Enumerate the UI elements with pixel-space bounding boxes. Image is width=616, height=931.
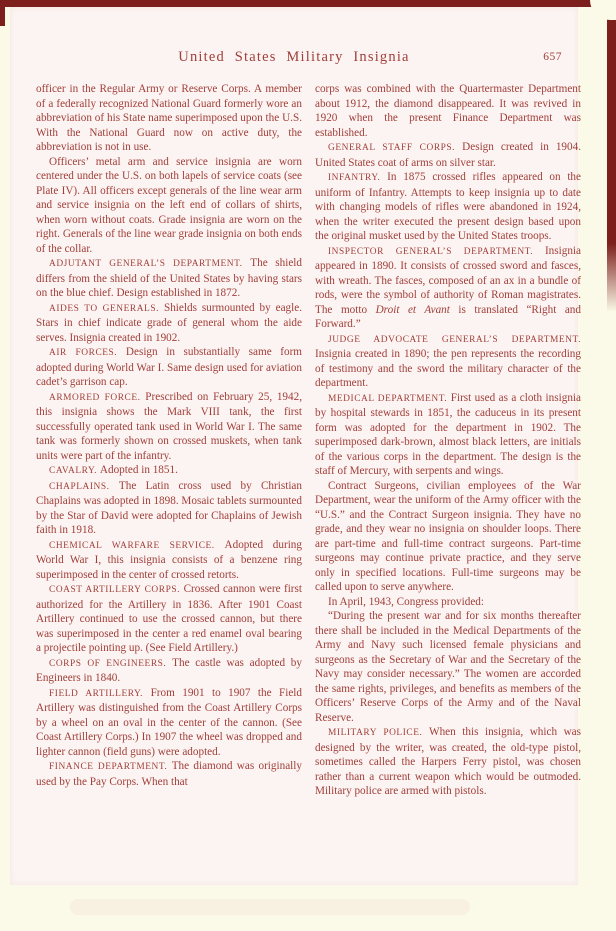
- entry-heading: COAST ARTILLERY CORPS.: [49, 585, 184, 595]
- body-text: The castle was adopted by Engineers in 1840.: [36, 656, 302, 684]
- body-text: When this insignia, which was designed by the writer, was created, the old-type pistol, sometimes called the Harpers Ferry pistol, was chosen rather than a current weapon which would be outmoded. Military police are armed with pistols.: [315, 726, 582, 797]
- paragraph: [36, 656, 302, 686]
- paragraph: [36, 390, 302, 464]
- paragraph: [315, 82, 581, 140]
- paragraph: [36, 155, 302, 257]
- body-text: The shield differs from the shield of the United States by having stars on the blue chief. Design established in 1872.: [36, 257, 302, 299]
- entry-heading: INFANTRY.: [328, 173, 388, 183]
- entry-heading: ARMORED FORCE.: [49, 392, 146, 403]
- book-cover-edge-top: [0, 0, 616, 7]
- paragraph: [315, 725, 581, 799]
- body-text: is translated “Right and Forward.”: [315, 303, 581, 330]
- body-text: Adopted during World War I, this insignia consists of a benzene ring superimposed in the center of crossed retorts.: [36, 538, 302, 581]
- paragraph: [315, 244, 581, 332]
- running-header: [10, 49, 578, 69]
- paragraph: [315, 140, 581, 170]
- body-text: From 1901 to 1907 the Field Artillery was distinguished from the Coast Artillery Corps by a wheel on an oval in the center of the cannon. (See Coast Artillery Corps.) In 1907 the wheel was dropped and lighter cannon (field guns) were adopted.: [36, 686, 302, 758]
- paragraph: [315, 170, 581, 244]
- book-page: [10, 7, 582, 885]
- body-text: “During the present war and for six months thereafter there shall be included in the Medical Departments of the Army and Navy such licensed female physicians and surgeons as the Secretary of War and the Secretary of the Navy may consider necessary.” The women are accorded the same rights, privileges, and benefits as members of the Officers’ Reserve Corps of the Army and of the Naval Reserve.: [315, 610, 581, 724]
- paragraph: [36, 538, 302, 583]
- motto-text: Droit et Avant: [375, 303, 450, 316]
- next-page-edge-shadow: [70, 899, 470, 915]
- book-cover-edge-left: [0, 0, 5, 26]
- paragraph: [315, 595, 581, 610]
- page-title: United States Military Insignia: [178, 49, 410, 65]
- entry-heading: AIDES TO GENERALS.: [49, 303, 164, 314]
- body-text: Crossed cannon were first authorized for the Artillery in 1836. After 1901 Coast Artillery continued to use the crossed cannon, but there was superimposed in the center a red enamel oval bearing a projectile pointing up. (See Field Artillery.): [36, 583, 302, 654]
- paragraph: [36, 301, 302, 346]
- body-text: Adopted in 1851.: [99, 464, 178, 476]
- body-text: First used as a cloth insignia by hospital stewards in 1851, the caduceus in its present form was adopted for the department in 1902. The superimposed dark-brown, almost black letters, are initials of the various corps in the department. The design is the staff of Mercury, with serpents and wings.: [315, 391, 581, 477]
- entry-heading: INSPECTOR GENERAL’S DEPARTMENT.: [328, 246, 545, 257]
- entry-heading: CORPS OF ENGINEERS.: [49, 658, 173, 669]
- entry-heading: JUDGE ADVOCATE GENERAL’S DEPARTMENT.: [328, 334, 581, 345]
- paragraph: [36, 759, 302, 789]
- paragraph: [315, 332, 581, 391]
- body-text: Shields surmounted by eagle. Stars in chief indicate grade of general whom the aide serves. Insignia created in 1902.: [36, 301, 302, 344]
- body-text: In 1875 crossed rifles appeared on the uniform of Infantry. Attempts to keep insignia up to date with changing models of rifles were abandoned in 1924, when the writer executed the present design based upon the original musket used by the United States troops.: [315, 171, 581, 242]
- body-text: Officers’ metal arm and service insignia are worn centered under the U.S. on both lapels of service coats (see Plate IV). All officers except generals of the line wear arm and service insignia on the left end of collars of shirts, when worn without coats. Grade insignia are worn on the right. Generals of the line wear grade insignia on both ends of the collar.: [36, 155, 302, 255]
- body-text: Contract Surgeons, civilian employees of the War Department, wear the uniform of the Army officer with the “U.S.” and the Contract Surgeon insignia. They have no grade, and they wear no insignia on shoulder loops. There are part-time and full-time contract surgeons. Part-time surgeons may continue private practice, and they serve only in specified locations. Full-time surgeons may be called upon to serve anywhere.: [315, 479, 581, 593]
- book-cover-edge-right: [607, 0, 616, 312]
- page-number: 657: [543, 51, 562, 63]
- paragraph: [36, 82, 302, 155]
- body-text: The Latin cross used by Christian Chaplains was adopted in 1898. Mosaic tablets surmounted by the Star of David were adopted for Chaplains of Jewish faith in 1918.: [36, 479, 302, 536]
- body-text: Design in substantially same form adopted during World War I. Same design used for aviation cadet’s garrison cap.: [36, 346, 303, 388]
- entry-heading: CHEMICAL WARFARE SERVICE.: [49, 540, 225, 551]
- page-corner-curl: [590, 0, 616, 20]
- paragraph: [315, 479, 581, 595]
- entry-heading: FIELD ARTILLERY.: [49, 688, 151, 699]
- entry-heading: FINANCE DEPARTMENT.: [49, 762, 172, 772]
- body-text: Prescribed on February 25, 1942, this insignia shows the Mark VIII tank, the first successfully operated tank used in World War I. The same tank was formerly shown on crossed muskets, when tank units were part of the infantry.: [36, 390, 302, 462]
- body-text: The diamond was originally used by the Pay Corps. When that: [36, 760, 302, 788]
- body-text: In April, 1943, Congress provided:: [328, 595, 484, 608]
- body-text: officer in the Regular Army or Reserve Corps. A member of a federally recognized National Guard formerly wore an abbreviation of his State name superimposed upon the U.S. With the National Guard now on active duty, the abbreviation is not in use.: [36, 83, 302, 153]
- paragraph: [36, 479, 302, 538]
- entry-heading: MILITARY POLICE.: [328, 728, 430, 738]
- paragraph: [36, 345, 302, 390]
- entry-heading: CHAPLAINS.: [49, 481, 119, 492]
- paragraph: [315, 391, 581, 479]
- body-text: Insignia appeared in 1890. It consists of crossed sword and fasces, with wreath. The fasces, composed of an ax in a bundle of rods, were the symbol of authority of Roman magistrates. The motto: [315, 244, 581, 316]
- body-text: Design created in 1904. United States coat of arms on silver star.: [315, 141, 581, 169]
- entry-heading: CAVALRY.: [49, 466, 100, 476]
- entry-heading: GENERAL STAFF CORPS.: [328, 143, 463, 153]
- entry-heading: ADJUTANT GENERAL’S DEPARTMENT.: [49, 259, 251, 269]
- body-text: Insignia created in 1890; the pen represents the recording of testimony and the sword the military character of the department.: [315, 348, 581, 389]
- paragraph: [36, 686, 302, 760]
- entry-heading: AIR FORCES.: [49, 348, 126, 358]
- paragraph: [36, 463, 302, 479]
- body-text: corps was combined with the Quartermaster Department about 1912, the diamond disappeared. It was revived in 1920 when the present Finance Department was established.: [315, 83, 581, 139]
- paragraph: [36, 256, 302, 301]
- text-columns: [36, 82, 582, 799]
- text-column-right: [315, 82, 581, 799]
- entry-heading: MEDICAL DEPARTMENT.: [328, 393, 451, 404]
- text-column-left: [36, 82, 302, 799]
- paragraph: [315, 609, 581, 725]
- paragraph: [36, 582, 302, 656]
